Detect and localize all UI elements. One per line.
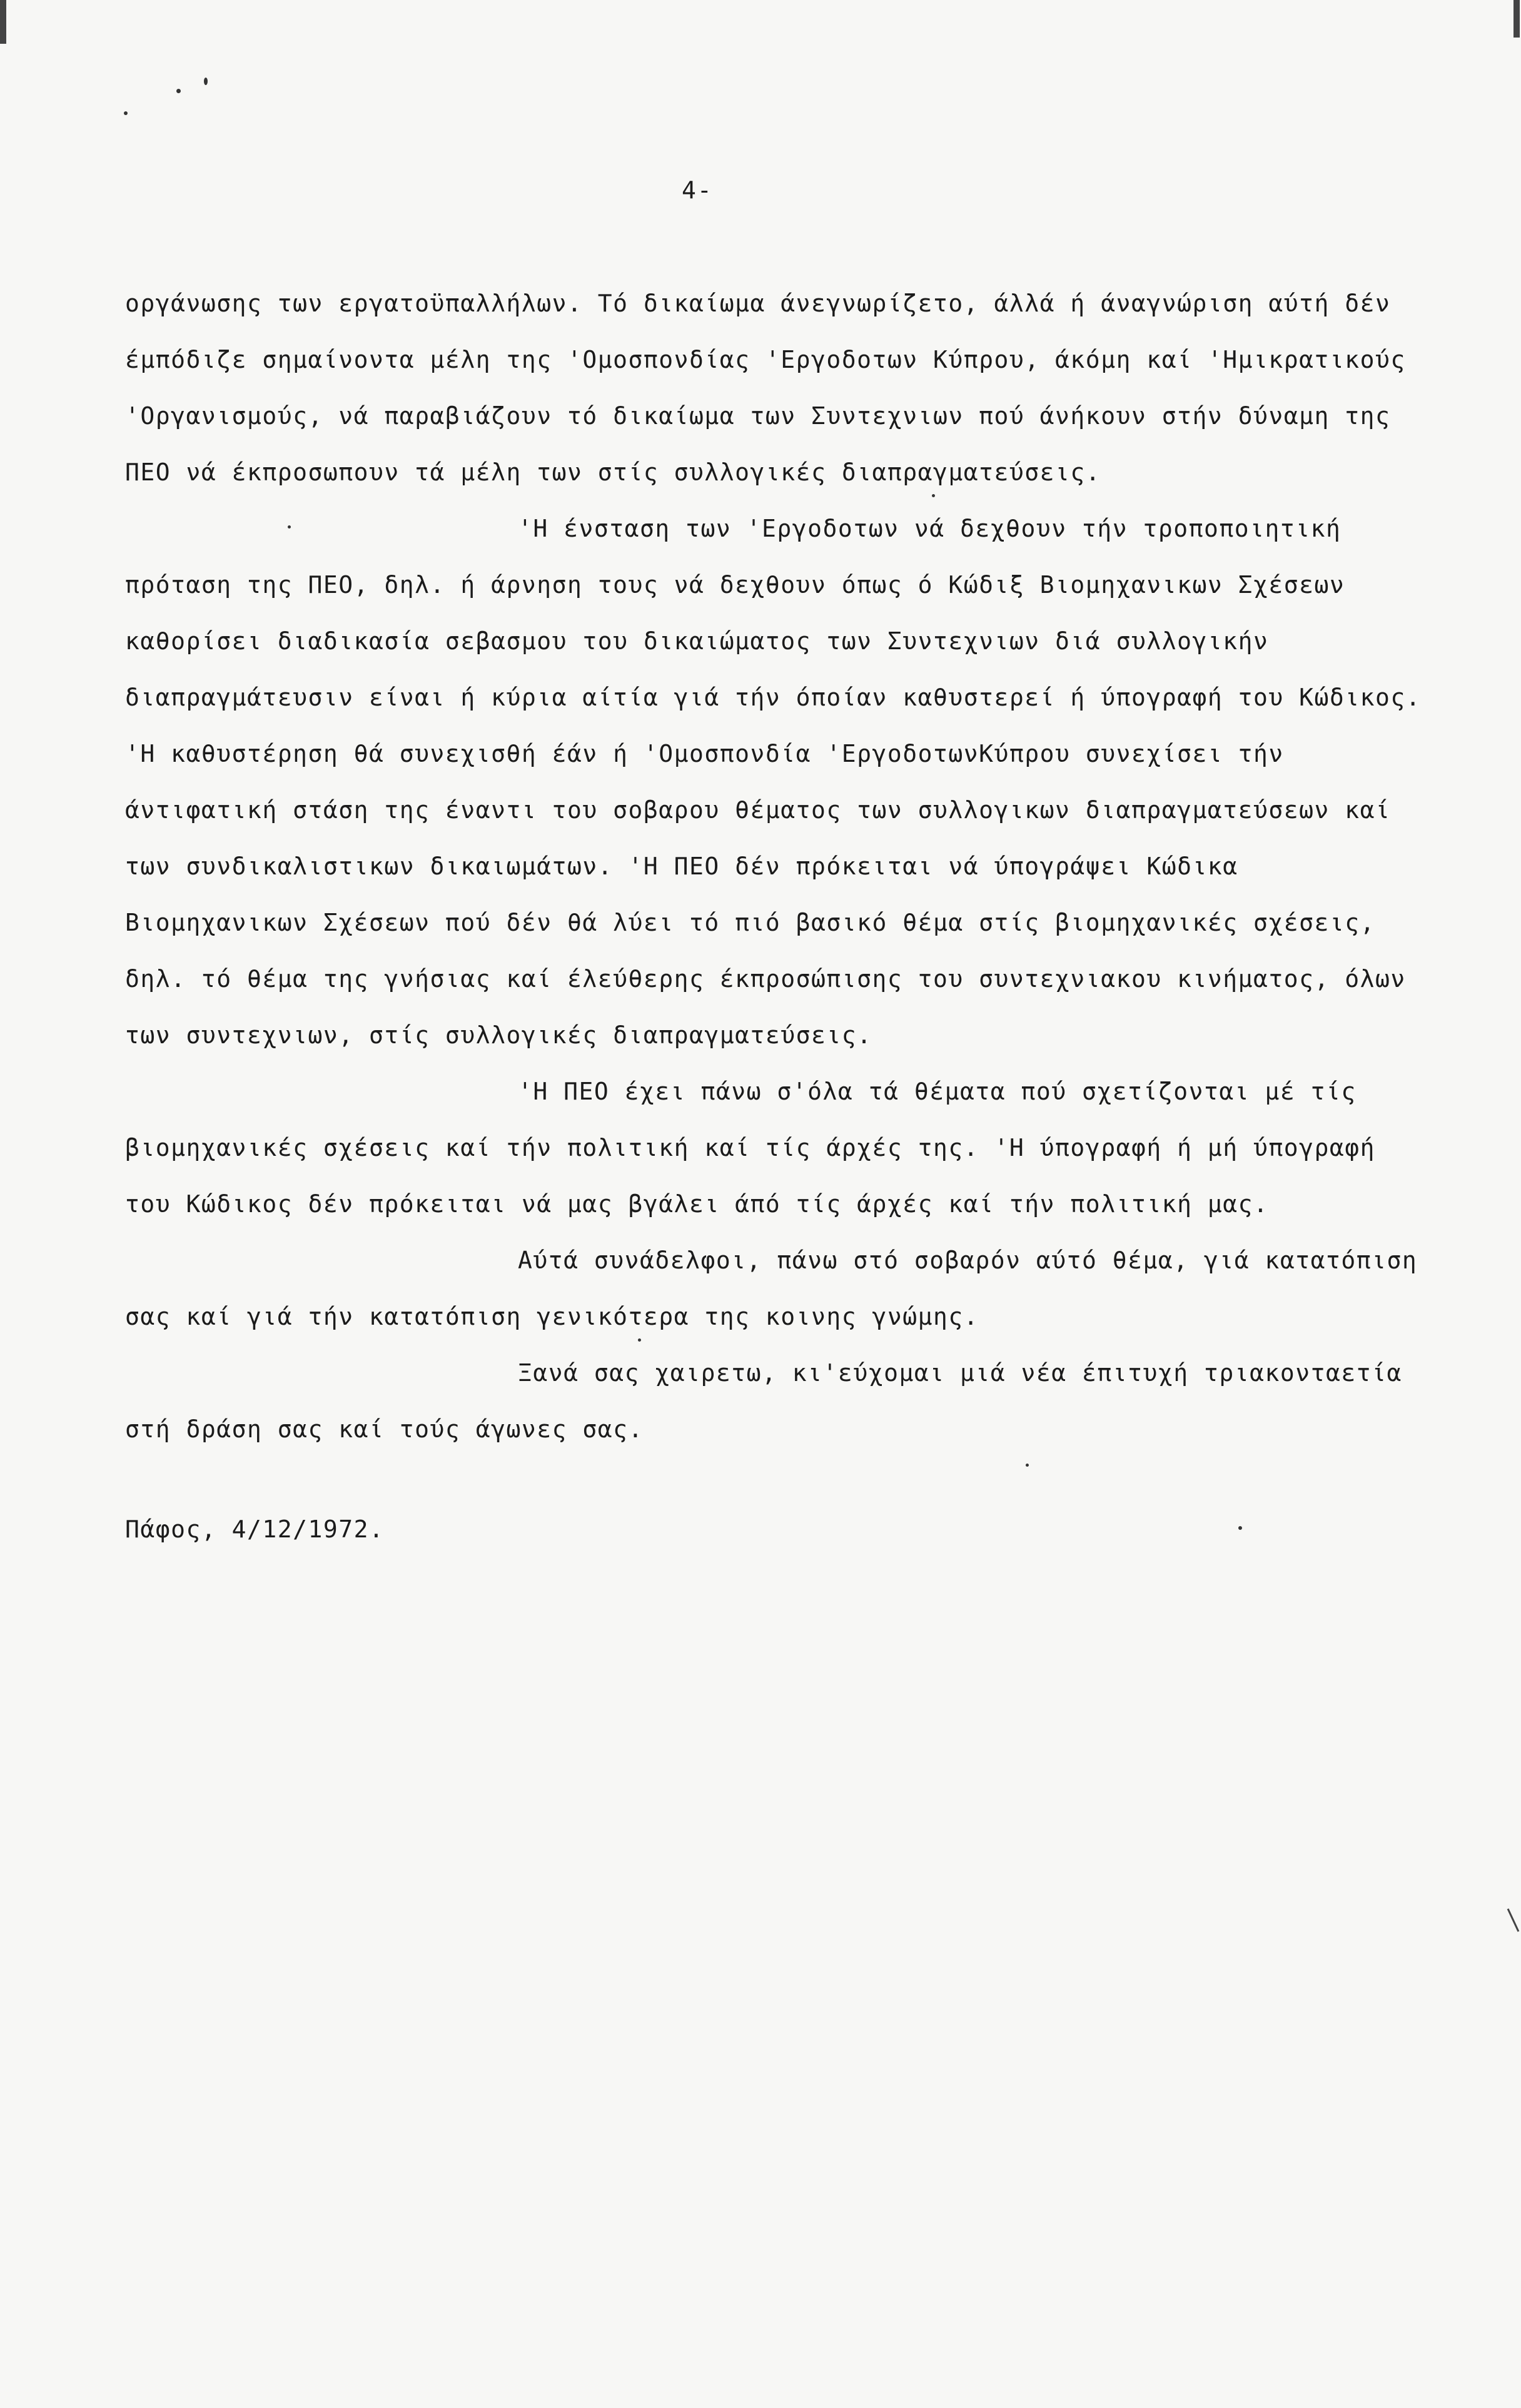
scan-speck (176, 89, 181, 93)
paragraph-greeting: Ξανά σας χαιρετω, κι'εύχομαι μιά νέα έπιτυχή τριακονταετία στή δράση σας καί τούς άγωνες σας. (125, 1359, 1402, 1443)
paragraph-principles: 'Η ΠΕΟ έχει πάνω σ'όλα τά θέματα πού σχετίζονται μέ τίς βιομηχανικές σχέσεις καί τήν πολιτική καί τίς άρχές της. 'Η ύπογραφή ή μή ύπογραφή του Κώδικος δέν πρόκειται νά μας βγάλει άπό τίς άρχές καί τήν πολιτική μας. (125, 1078, 1375, 1218)
scan-speck (124, 111, 128, 115)
paragraph-objection: 'Η ένσταση των 'Εργοδοτων νά δεχθουν τήν τροποποιητική πρόταση της ΠΕΟ, δηλ. ή άρνηση τους νά δεχθουν όπως ό Κώδιξ Βιομηχανικων Σχέσεων καθορίσει διαδικασία σεβασμου του δικαιώματος των Συντεχνιων διά συλλογικήν διαπραγμάτευσιν είναι ή κύρια αίτία γιά τήν όποίαν καθυστερεί ή ύπογραφή του Κώδικος. 'Η καθυστέρηση θά συνεχισθή έάν ή 'Ομοσπονδία 'ΕργοδοτωνΚύπρου συνεχίσει τήν άντιφατική στάση της έναντι του σοβαρου θέματος των συλλογικων διαπραγματεύσεων καί των συνδικαλιστικων δικαιωμάτων. 'Η ΠΕΟ δέν πρόκειται νά ύπογράψει Κώδικα Βιομηχανικων Σχέσεων πού δέν θά λύει τό πιό βασικό θέμα στίς βιομηχανικές σχέσεις, δηλ. τό θέμα της γνήσιας καί έλεύθερης έκπροσώπισης του συντεχνιακου κινήματος, όλων των συντεχνιων, στίς συλλογικές διαπραγματεύσεις. (125, 515, 1422, 1049)
paragraph-continuation: οργάνωσης των εργατοϋπαλλήλων. Τό δικαίωμα άνεγνωρίζετο, άλλά ή άναγνώριση αύτή δέν έμπόδιζε σημαίνοντα μέλη της 'Ομοσπονδίας 'Εργοδοτων Κύπρου, άκόμη καί 'Ημικρατικούς 'Οργανισμούς, νά παραβιάζουν τό δικαίωμα των Συντεχνιων πού άνήκουν στήν δύναμη της ΠΕΟ νά έκπροσωπουν τά μέλη των στίς συλλογικές διαπραγματεύσεις. (125, 290, 1406, 486)
scan-edge-mark (1513, 0, 1520, 38)
page-number: 4- (682, 176, 713, 204)
scan-edge-mark (1507, 1908, 1520, 1932)
letter-body (125, 275, 1426, 1557)
place-and-date: Πάφος, 4/12/1972. (125, 1515, 385, 1543)
scan-edge-mark (0, 0, 6, 44)
scan-speck (204, 78, 208, 85)
paragraph-briefing: Αύτά συνάδελφοι, πάνω στό σοβαρόν αύτό θέμα, γιά κατατόπιση σας καί γιά τήν κατατόπιση γενικότερα της κοινης γνώμης. (125, 1247, 1418, 1330)
